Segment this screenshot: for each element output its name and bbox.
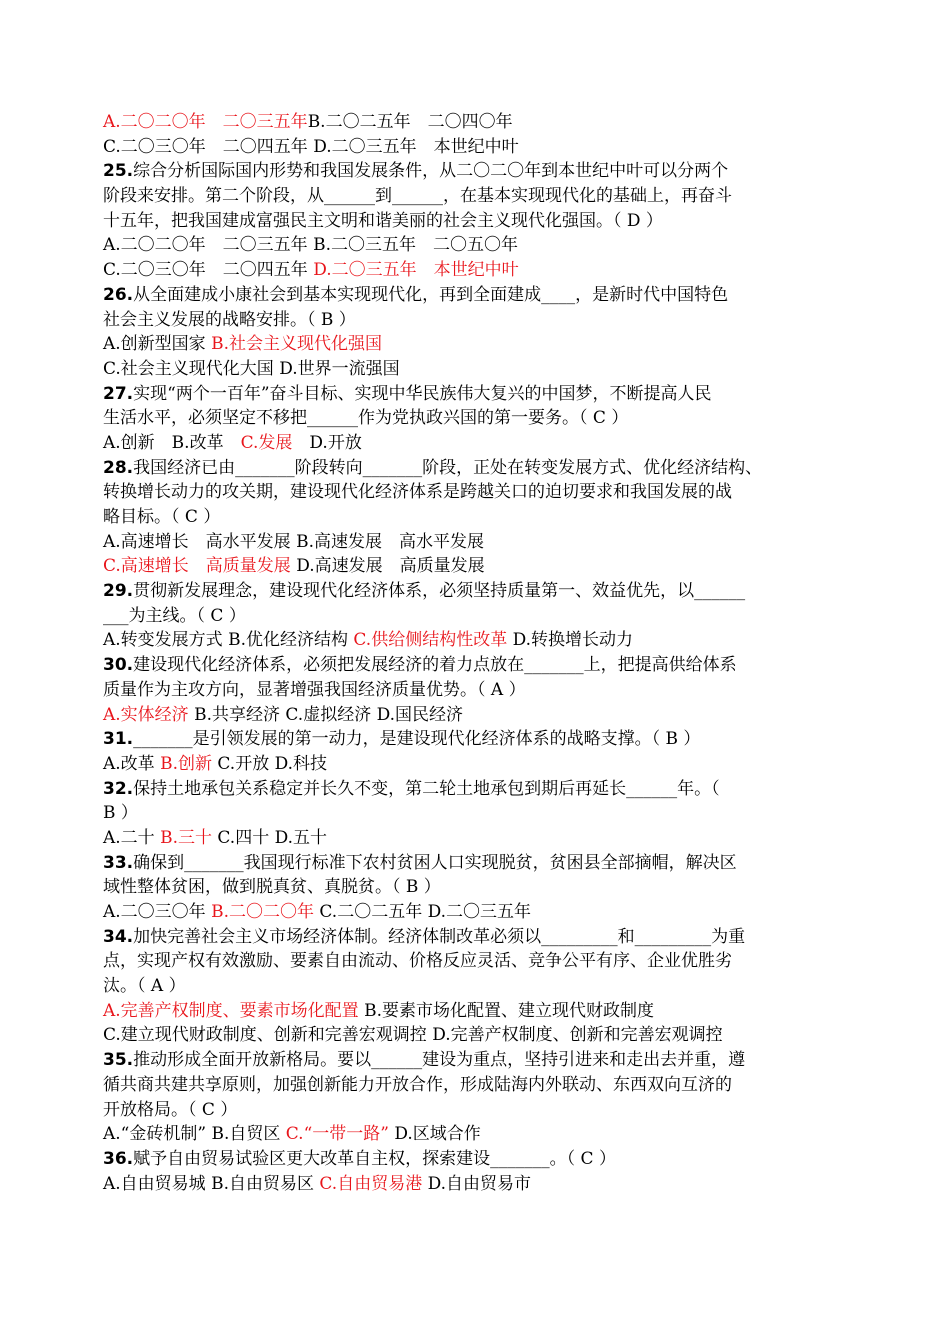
answer-highlight: A.完善产权制度、要素市场化配置 [103, 1000, 359, 1021]
text-segment: B.要素市场化配置、建立现代财政制度 [358, 1000, 654, 1021]
text-line [103, 456, 863, 481]
answer-highlight: C.高速增长 高质量发展 [103, 556, 291, 577]
text-segment: C.开放 D.科技 [212, 753, 328, 774]
text-segment: 建设现代化经济体系，必须把发展经济的着力点放在_______上，把提高供给体系 [133, 655, 737, 676]
document-body [103, 110, 863, 1196]
answer-highlight: B.社会主义现代化强国 [211, 334, 382, 355]
text-segment: D.开放 [292, 432, 362, 453]
text-segment: C.二〇三〇年 二〇四五年 D.二〇三五年 本世纪中叶 [103, 136, 519, 157]
text-segment: 开放格局。（ C ） [103, 1099, 238, 1120]
text-line [103, 1048, 863, 1073]
answer-highlight: B.二〇二〇年 [211, 902, 314, 922]
text-segment: 保持土地承包关系稳定并长久不变，第二轮土地承包到期后再延长______年。（ [133, 778, 720, 799]
text-line [103, 135, 863, 160]
text-line [103, 925, 863, 950]
text-line [103, 1023, 863, 1048]
text-segment: 我国经济已由_______阶段转向_______阶段，正处在转变发展方式、优化经济结构、 [133, 457, 763, 478]
text-line [103, 999, 863, 1024]
text-segment: _______是引领发展的第一动力，是建设现代化经济体系的战略支撑。（ B ） [133, 729, 701, 750]
text-line [103, 579, 863, 604]
text-line [103, 530, 863, 555]
text-line [103, 110, 863, 135]
text-segment: 确保到_______我国现行标准下农村贫困人口实现脱贫，贫困县全部摘帽，解决区 [133, 852, 737, 873]
question-number: 31. [103, 729, 134, 750]
text-line [103, 308, 863, 333]
text-line [103, 554, 863, 579]
text-segment: B.共享经济 C.虚拟经济 D.国民经济 [188, 704, 464, 725]
text-line [103, 184, 863, 209]
answer-highlight: C.供给侧结构性改革 [353, 630, 508, 651]
answer-highlight: A.二〇二〇年 二〇三五年 [103, 112, 308, 132]
text-line [103, 1147, 863, 1172]
question-number: 25. [103, 161, 134, 182]
question-number: 33. [103, 852, 134, 873]
text-line [103, 777, 863, 802]
text-line [103, 233, 863, 258]
question-number: 35. [103, 1050, 134, 1071]
text-segment: 汰。（ A ） [103, 976, 186, 997]
text-segment: A.二〇三〇年 [103, 902, 212, 922]
answer-highlight: A.实体经济 [103, 704, 189, 725]
text-segment: 质量作为主攻方向，显著增强我国经济质量优势。（ A ） [103, 679, 526, 700]
text-segment: 略目标。（ C ） [103, 507, 221, 527]
text-line [103, 678, 863, 703]
text-line [103, 406, 863, 431]
text-segment: A.转变发展方式 B.优化经济结构 [103, 630, 354, 651]
answer-highlight: D.二〇三五年 本世纪中叶 [313, 260, 519, 281]
text-segment: 域性整体贫困，做到脱真贫、真脱贫。（ B ） [103, 877, 441, 898]
text-line [103, 283, 863, 308]
text-segment: C.建立现代财政制度、创新和完善宏观调控 D.完善产权制度、创新和完善宏观调控 [103, 1025, 723, 1046]
text-line [103, 752, 863, 777]
text-segment: 综合分析国际国内形势和我国发展条件，从二〇二〇年到本世纪中叶可以分两个 [133, 161, 729, 182]
text-segment: A.改革 [103, 753, 161, 774]
text-segment: 点，实现产权有效激励、要素自由流动、价格反应灵活、竞争公平有序、企业优胜劣 [103, 951, 732, 972]
text-segment: A.创新 B.改革 [103, 432, 241, 453]
text-line [103, 258, 863, 283]
text-line [103, 1122, 863, 1147]
text-segment: C.四十 D.五十 [212, 827, 328, 848]
question-number: 29. [103, 581, 134, 602]
question-number: 32. [103, 778, 134, 799]
question-number: 27. [103, 383, 134, 404]
text-line [103, 209, 863, 234]
text-segment: A.“金砖机制” B.自贸区 [103, 1124, 286, 1145]
text-line [103, 949, 863, 974]
question-number: 28. [103, 457, 134, 478]
text-segment: 贯彻新发展理念，建设现代化经济体系，必须坚持质量第一、效益优先，以______ [133, 581, 746, 602]
text-line [103, 1073, 863, 1098]
text-segment: C.社会主义现代化大国 D.世界一流强国 [103, 358, 400, 379]
answer-highlight: B.三十 [160, 827, 212, 848]
question-number: 36. [103, 1148, 134, 1169]
text-segment: 转换增长动力的攻关期，建设现代化经济体系是跨越关口的迫切要求和我国发展的战 [103, 482, 732, 503]
text-line [103, 604, 863, 629]
text-line [103, 826, 863, 851]
text-line [103, 851, 863, 876]
text-segment: C.二〇三〇年 二〇四五年 [103, 260, 314, 281]
text-segment: 从全面建成小康社会到基本实现现代化，再到全面建成____，是新时代中国特色 [133, 284, 729, 305]
text-segment: 循共商共建共享原则，加强创新能力开放合作，形成陆海内外联动、东西双向互济的 [103, 1074, 732, 1095]
text-segment: 实现“两个一百年”奋斗目标、实现中华民族伟大复兴的中国梦，不断提高人民 [133, 383, 712, 404]
text-line [103, 357, 863, 382]
text-segment: ___为主线。（ C ） [103, 605, 246, 626]
text-line [103, 875, 863, 900]
text-line [103, 801, 863, 826]
answer-highlight: C.自由贸易港 [319, 1173, 423, 1194]
text-line [103, 431, 863, 456]
text-line [103, 1098, 863, 1123]
text-segment: 赋予自由贸易试验区更大改革自主权，探索建设_______。（ C ） [133, 1148, 616, 1169]
text-line [103, 1172, 863, 1197]
text-line [103, 159, 863, 184]
text-segment: A.创新型国家 [103, 334, 212, 355]
text-segment: D.转换增长动力 [507, 630, 634, 651]
text-line [103, 703, 863, 728]
text-segment: 推动形成全面开放新格局。要以______建设为重点，坚持引进来和走出去并重，遵 [133, 1050, 746, 1071]
question-number: 26. [103, 284, 134, 305]
text-line [103, 382, 863, 407]
text-line [103, 480, 863, 505]
text-segment: 十五年，把我国建成富强民主文明和谐美丽的社会主义现代化强国。（ D ） [103, 210, 663, 231]
text-line [103, 900, 863, 925]
text-segment: D.自由贸易市 [422, 1173, 532, 1194]
text-line [103, 974, 863, 999]
text-segment: 社会主义发展的战略安排。（ B ） [103, 309, 356, 330]
text-line [103, 628, 863, 653]
text-line [103, 505, 863, 530]
text-line [103, 653, 863, 678]
answer-highlight: C.发展 [240, 432, 293, 453]
answer-highlight: C.“一带一路” [285, 1124, 389, 1145]
question-number: 30. [103, 655, 134, 676]
text-segment: D.高速发展 高质量发展 [290, 556, 485, 577]
text-segment: C.二〇二五年 D.二〇三五年 [314, 902, 532, 922]
text-segment: A.自由贸易城 B.自由贸易区 [103, 1173, 320, 1194]
answer-highlight: B.创新 [160, 753, 212, 774]
text-segment: B ） [103, 803, 138, 824]
text-line [103, 727, 863, 752]
text-segment: 生活水平，必须坚定不移把______作为党执政兴国的第一要务。（ C ） [103, 408, 629, 429]
text-segment: D.区域合作 [388, 1124, 481, 1145]
question-number: 34. [103, 926, 134, 947]
text-segment: A.高速增长 高水平发展 B.高速发展 高水平发展 [103, 531, 484, 552]
text-segment: 加快完善社会主义市场经济体制。经济体制改革必须以_________和_________为重 [133, 926, 746, 947]
text-segment: A.二十 [103, 827, 161, 848]
text-segment: A.二〇二〇年 二〇三五年 B.二〇三五年 二〇五〇年 [103, 235, 518, 256]
text-segment: B.二〇二五年 二〇四〇年 [307, 112, 513, 132]
text-segment: 阶段来安排。第二个阶段，从______到______，在基本实现现代化的基础上，再奋斗 [103, 186, 732, 207]
text-line [103, 332, 863, 357]
